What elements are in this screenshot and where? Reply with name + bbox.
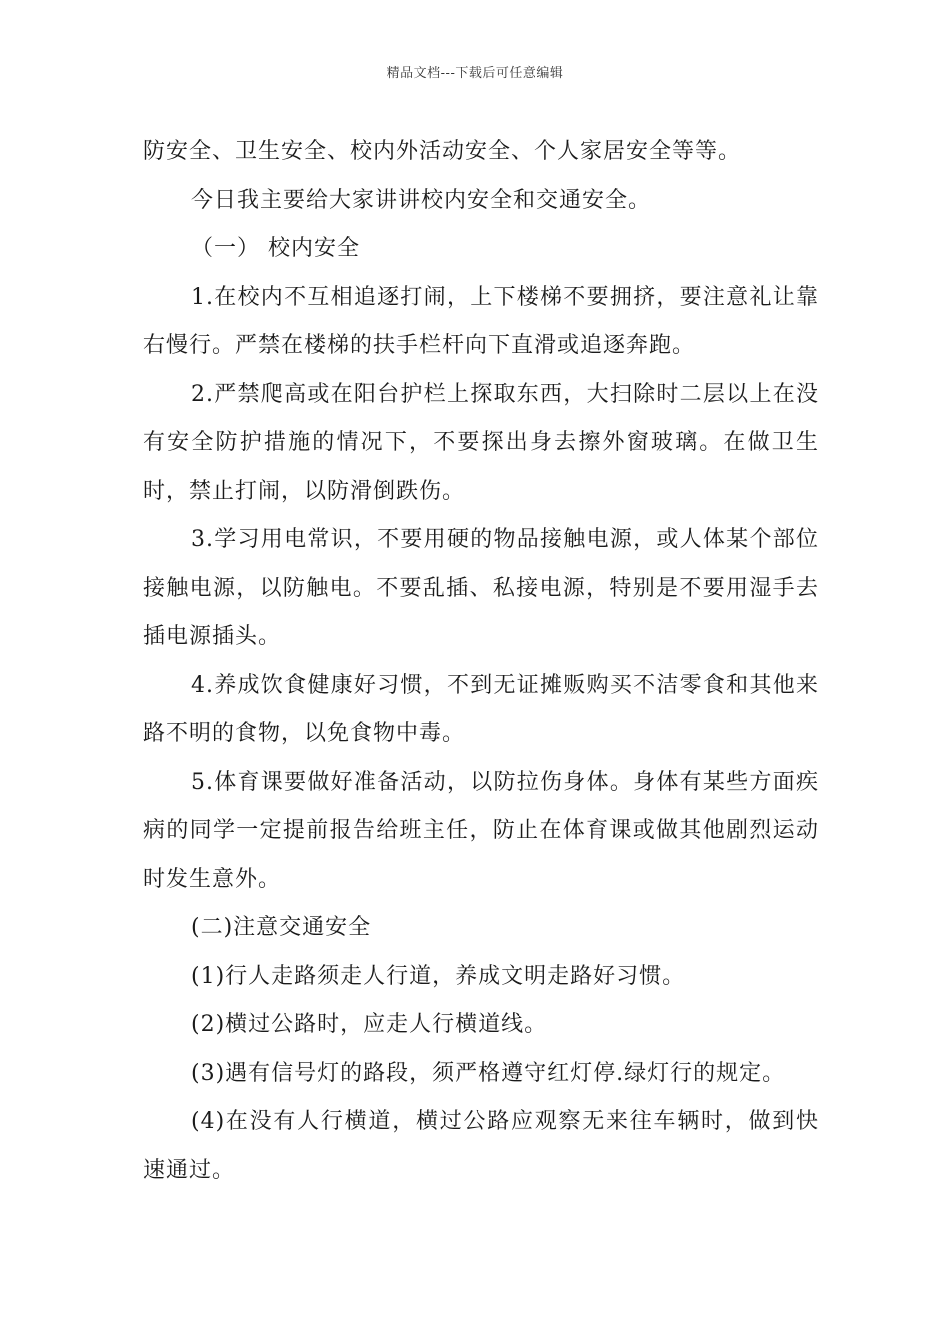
paragraph-traffic-4: (4)在没有人行横道，横过公路应观察无来往车辆时，做到快速通过。	[143, 1109, 819, 1183]
document-body	[143, 128, 819, 1195]
paragraph-traffic-2: (2)横过公路时，应走人行横道线。	[191, 1012, 548, 1037]
paragraph-item-5: 5.体育课要做好准备活动，以防拉伤身体。身体有某些方面疾病的同学一定提前报告给班主任，防止在体育课或做其他剧烈运动时发生意外。	[143, 769, 819, 892]
paragraph-item-4: 4.养成饮食健康好习惯，不到无证摊贩购买不洁零食和其他来路不明的食物，以免食物中毒。	[143, 672, 819, 746]
paragraph-traffic-3: (3)遇有信号灯的路段，须严格遵守红灯停.绿灯行的规定。	[191, 1060, 786, 1086]
paragraph-continued: 防安全、卫生安全、校内外活动安全、个人家居安全等等。	[143, 139, 742, 164]
paragraph-item-3: 3.学习用电常识，不要用硬的物品接触电源，或人体某个部位接触电源，以防触电。不要乱插、私接电源，特别是不要用湿手去插电源插头。	[143, 527, 819, 649]
paragraph-intro: 今日我主要给大家讲讲校内安全和交通安全。	[191, 187, 652, 213]
page-header: 精品文档---下载后可任意编辑	[386, 66, 564, 81]
paragraph-traffic-1: (1)行人走路须走人行道，养成文明走路好习惯。	[191, 963, 686, 989]
section-heading-traffic-safety: (二)注意交通安全	[191, 915, 372, 940]
paragraph-item-1: 1.在校内不互相追逐打闹，上下楼梯不要拥挤，要注意礼让靠右慢行。严禁在楼梯的扶手栏杆向下直滑或追逐奔跑。	[143, 284, 819, 358]
section-heading-campus-safety: （一） 校内安全	[191, 236, 360, 261]
paragraph-item-2: 2.严禁爬高或在阳台护栏上探取东西，大扫除时二层以上在没有安全防护措施的情况下，不要探出身去擦外窗玻璃。在做卫生时，禁止打闹，以防滑倒跌伤。	[143, 381, 819, 504]
